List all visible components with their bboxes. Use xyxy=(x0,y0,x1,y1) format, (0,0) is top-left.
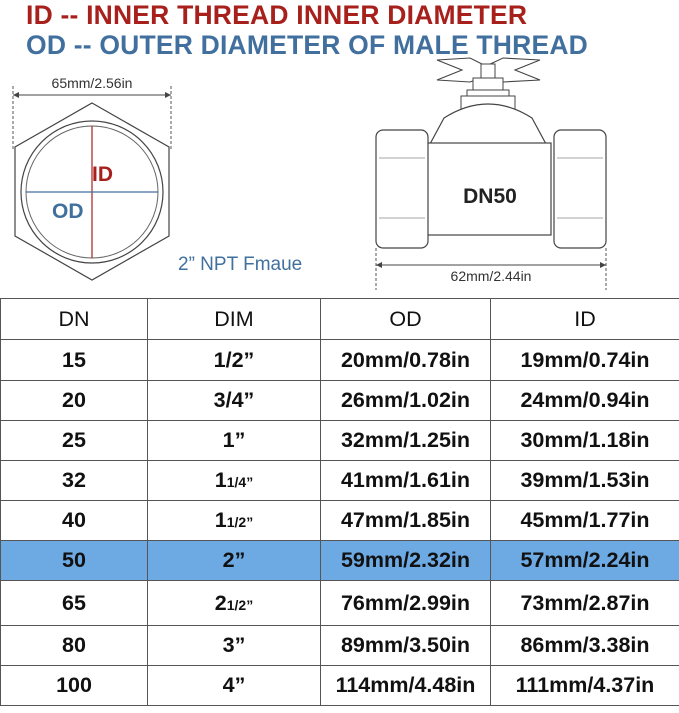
dim-cell xyxy=(148,541,321,581)
stem-collar xyxy=(473,78,503,90)
id-label: ID xyxy=(92,163,113,186)
dim-main: 4” xyxy=(222,673,246,697)
dim-cell xyxy=(148,626,321,666)
id-cell: 73mm/2.87in xyxy=(491,581,679,626)
dim-cell xyxy=(148,461,321,501)
id-cell: 86mm/3.38in xyxy=(491,626,679,666)
od-cell: 41mm/1.61in xyxy=(321,461,491,501)
valve-side-view xyxy=(376,58,606,290)
thread-size-label: 2” NPT Fmaue xyxy=(178,254,303,275)
dim-fraction: 1/2” xyxy=(226,596,254,613)
header-outer-diameter: OD -- OUTER DIAMETER OF MALE THREAD xyxy=(26,30,588,60)
right-end-cap xyxy=(554,130,606,248)
od-cell: 32mm/1.25in xyxy=(321,421,491,461)
dim-main: 2 xyxy=(214,590,227,615)
valve-width-label: 62mm/2.44in xyxy=(450,268,532,284)
dn-cell: 100 xyxy=(1,666,148,706)
dim-main: 1 xyxy=(214,468,227,492)
dn-cell: 80 xyxy=(1,626,148,666)
dn-cell: 40 xyxy=(1,501,148,541)
table-row xyxy=(1,666,679,706)
size-table xyxy=(0,298,679,713)
id-cell: 39mm/1.53in xyxy=(491,461,679,501)
header-id: ID xyxy=(491,299,679,340)
dn-cell: 50 xyxy=(1,541,148,581)
dim-main: 1/2” xyxy=(213,347,255,372)
dim-fraction: 1/2” xyxy=(226,514,254,530)
id-cell: 45mm/1.77in xyxy=(491,501,679,541)
dim-cell xyxy=(148,421,321,461)
header-dim: DIM xyxy=(148,299,321,340)
table-row xyxy=(1,581,679,626)
table-row xyxy=(1,340,679,381)
dim-cell xyxy=(148,501,321,541)
dn-cell: 25 xyxy=(1,421,148,461)
table-row xyxy=(1,501,679,541)
table-row xyxy=(1,461,679,501)
od-cell: 47mm/1.85in xyxy=(321,501,491,541)
dn-cell: 20 xyxy=(1,381,148,421)
fitting-diagram xyxy=(0,0,679,300)
valve-size-label: DN50 xyxy=(463,185,517,208)
dn-cell: 15 xyxy=(1,340,148,381)
dim-cell xyxy=(148,381,321,421)
id-cell: 19mm/0.74in xyxy=(491,340,679,381)
header-od: OD xyxy=(321,299,491,340)
od-cell: 20mm/0.78in xyxy=(321,340,491,381)
table-row xyxy=(1,421,679,461)
dim-fraction: 1/4” xyxy=(226,474,254,490)
dim-cell xyxy=(148,340,321,381)
od-cell: 76mm/2.99in xyxy=(321,581,491,626)
table-row xyxy=(1,381,679,421)
header-inner-diameter: ID -- INNER THREAD INNER DIAMETER xyxy=(26,0,528,30)
dim-main: 1” xyxy=(222,428,246,452)
od-cell: 114mm/4.48in xyxy=(321,666,491,706)
od-cell: 26mm/1.02in xyxy=(321,381,491,421)
id-cell: 111mm/4.37in xyxy=(491,666,679,706)
od-cell: 89mm/3.50in xyxy=(321,626,491,666)
id-cell: 57mm/2.24in xyxy=(491,541,679,581)
table-header-row xyxy=(1,299,679,340)
hex-nut-view xyxy=(13,75,171,280)
od-label: OD xyxy=(52,200,84,223)
header-dn: DN xyxy=(1,299,148,340)
left-end-cap xyxy=(376,130,428,248)
dim-cell xyxy=(148,666,321,706)
hex-width-label: 65mm/2.56in xyxy=(51,75,133,91)
id-cell: 24mm/0.94in xyxy=(491,381,679,421)
dim-main: 3/4” xyxy=(213,388,255,412)
table-row xyxy=(1,626,679,666)
dn-cell: 65 xyxy=(1,581,148,626)
dim-cell xyxy=(148,581,321,626)
od-cell: 59mm/2.32in xyxy=(321,541,491,581)
dn-cell: 32 xyxy=(1,461,148,501)
dim-main: 3” xyxy=(222,633,246,657)
dim-main: 2” xyxy=(222,548,246,572)
dim-main: 1 xyxy=(214,508,227,532)
id-cell: 30mm/1.18in xyxy=(491,421,679,461)
table-row xyxy=(1,541,679,581)
valve-bonnet xyxy=(430,104,546,144)
